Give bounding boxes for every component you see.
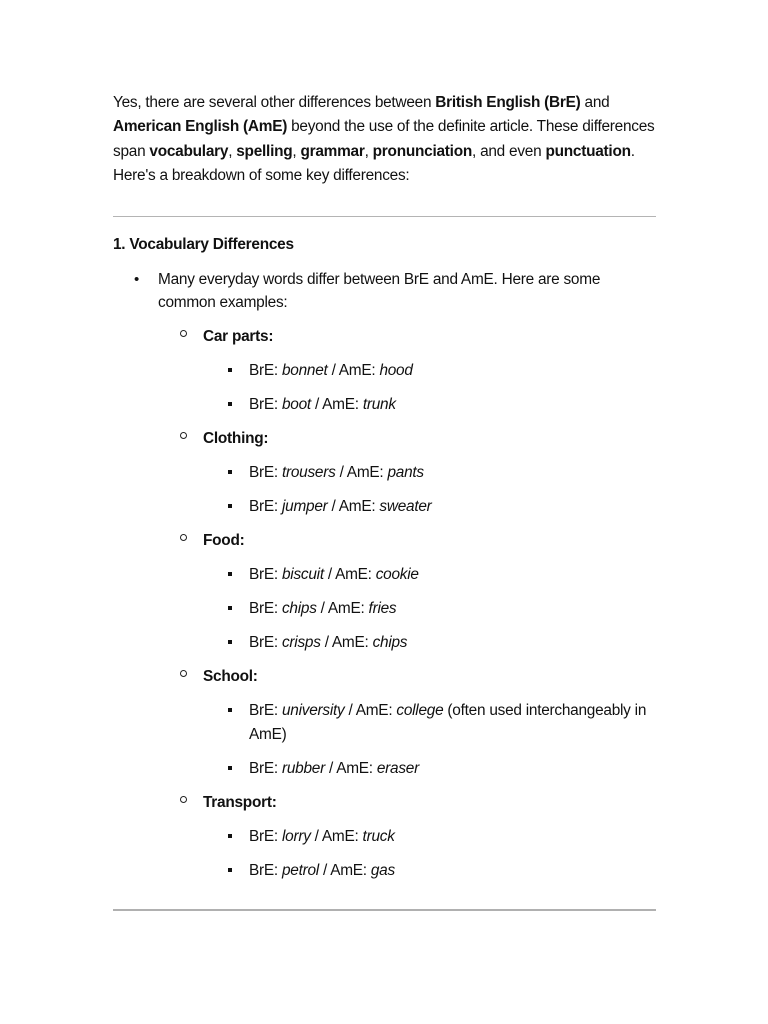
intro-term-american-english: American English (AmE) bbox=[113, 118, 288, 136]
category-item bbox=[158, 427, 656, 519]
example-item bbox=[203, 563, 656, 587]
example-list bbox=[203, 563, 656, 655]
ame-term: trunk bbox=[362, 396, 396, 414]
bre-label: BrE: bbox=[249, 759, 282, 777]
bre-label: BrE: bbox=[249, 362, 282, 380]
section-heading: 1. Vocabulary Differences bbox=[113, 235, 294, 253]
bre-term: jumper bbox=[281, 498, 328, 516]
example-item bbox=[203, 359, 656, 383]
bullet-icon: • bbox=[134, 270, 140, 288]
square-bullet-icon bbox=[228, 572, 232, 576]
intro-text: , bbox=[228, 142, 237, 160]
intro-text: beyond the use of the definite article. These differences span bbox=[113, 118, 655, 160]
bre-label: BrE: bbox=[249, 702, 282, 720]
example-list bbox=[203, 359, 656, 417]
bre-label: BrE: bbox=[249, 634, 282, 652]
ame-term: eraser bbox=[376, 759, 419, 777]
example-item bbox=[203, 495, 656, 519]
example-list bbox=[203, 825, 656, 883]
ame-label: / AmE: bbox=[327, 362, 380, 380]
usage-note: (often used interchangeably in AmE) bbox=[249, 702, 647, 743]
ame-term: sweater bbox=[379, 498, 432, 516]
bre-label: BrE: bbox=[249, 827, 282, 845]
category-item bbox=[158, 791, 656, 883]
example-item bbox=[203, 461, 656, 485]
intro-text: Yes, there are several other differences between bbox=[113, 94, 436, 111]
hollow-circle-bullet-icon bbox=[180, 670, 187, 677]
example-item bbox=[203, 597, 656, 621]
square-bullet-icon bbox=[228, 640, 232, 644]
category-title: School: bbox=[203, 668, 258, 686]
vocabulary-list bbox=[113, 268, 656, 883]
intro-text: and bbox=[580, 94, 610, 111]
example-item bbox=[203, 393, 656, 417]
square-bullet-icon bbox=[228, 368, 232, 372]
bre-term: biscuit bbox=[281, 566, 324, 584]
bre-label: BrE: bbox=[249, 861, 282, 879]
intro-term-british-english: British English (BrE) bbox=[435, 94, 581, 111]
horizontal-divider bbox=[113, 909, 656, 911]
ame-label: / AmE: bbox=[310, 396, 363, 414]
list-item bbox=[113, 268, 656, 883]
bre-label: BrE: bbox=[249, 498, 282, 516]
intro-term-pronunciation: pronunciation bbox=[372, 142, 473, 160]
intro-text: , and even bbox=[472, 142, 546, 160]
example-list bbox=[203, 461, 656, 519]
example-item bbox=[203, 757, 656, 781]
ame-label: / AmE: bbox=[310, 827, 363, 845]
intro-text: . Here's a breakdown of some key differences: bbox=[113, 142, 635, 185]
bre-term: bonnet bbox=[281, 362, 328, 380]
hollow-circle-bullet-icon bbox=[180, 432, 187, 439]
square-bullet-icon bbox=[228, 470, 232, 474]
square-bullet-icon bbox=[228, 402, 232, 406]
summary-text: Many everyday words differ between BrE and AmE. Here are some common examples: bbox=[158, 270, 601, 312]
document-page bbox=[113, 91, 656, 911]
ame-term: truck bbox=[362, 827, 395, 845]
bre-label: BrE: bbox=[249, 464, 282, 482]
example-item bbox=[203, 825, 656, 849]
intro-text: , bbox=[292, 142, 301, 160]
example-list bbox=[203, 699, 656, 780]
example-item bbox=[203, 699, 656, 746]
ame-label: / AmE: bbox=[327, 498, 380, 516]
ame-label: / AmE: bbox=[318, 861, 371, 879]
category-item bbox=[158, 665, 656, 780]
ame-term: college bbox=[396, 702, 444, 720]
example-item bbox=[203, 859, 656, 883]
bre-term: boot bbox=[281, 396, 311, 414]
intro-paragraph bbox=[113, 91, 656, 189]
example-item bbox=[203, 631, 656, 655]
intro-term-punctuation: punctuation bbox=[545, 142, 631, 160]
intro-term-spelling: spelling bbox=[236, 142, 293, 160]
ame-term: gas bbox=[370, 861, 395, 879]
horizontal-divider bbox=[113, 216, 656, 217]
category-title: Transport: bbox=[203, 793, 277, 811]
intro-text: , bbox=[364, 142, 373, 160]
intro-term-vocabulary: vocabulary bbox=[149, 142, 229, 160]
ame-label: / AmE: bbox=[320, 634, 373, 652]
bre-label: BrE: bbox=[249, 600, 282, 618]
ame-term: chips bbox=[372, 634, 408, 652]
ame-term: cookie bbox=[375, 566, 419, 584]
category-title: Clothing: bbox=[203, 430, 269, 448]
bre-term: petrol bbox=[281, 861, 319, 879]
intro-term-grammar: grammar bbox=[300, 142, 365, 160]
category-title: Food: bbox=[203, 532, 245, 550]
category-item bbox=[158, 325, 656, 417]
bre-term: chips bbox=[281, 600, 317, 618]
hollow-circle-bullet-icon bbox=[180, 796, 187, 803]
square-bullet-icon bbox=[228, 834, 232, 838]
square-bullet-icon bbox=[228, 868, 232, 872]
square-bullet-icon bbox=[228, 766, 232, 770]
ame-term: fries bbox=[368, 600, 397, 618]
ame-label: / AmE: bbox=[323, 566, 376, 584]
bre-term: rubber bbox=[281, 759, 325, 777]
square-bullet-icon bbox=[228, 708, 232, 712]
bre-label: BrE: bbox=[249, 566, 282, 584]
bre-term: university bbox=[281, 702, 345, 720]
ame-label: / AmE: bbox=[335, 464, 388, 482]
bre-label: BrE: bbox=[249, 396, 282, 414]
category-list bbox=[158, 325, 656, 882]
hollow-circle-bullet-icon bbox=[180, 534, 187, 541]
ame-term: hood bbox=[379, 362, 413, 380]
square-bullet-icon bbox=[228, 606, 232, 610]
bre-term: lorry bbox=[281, 827, 311, 845]
ame-term: pants bbox=[387, 464, 424, 482]
ame-label: / AmE: bbox=[316, 600, 369, 618]
bre-term: crisps bbox=[281, 634, 321, 652]
hollow-circle-bullet-icon bbox=[180, 330, 187, 337]
ame-label: / AmE: bbox=[324, 759, 377, 777]
square-bullet-icon bbox=[228, 504, 232, 508]
category-title: Car parts: bbox=[203, 328, 274, 346]
bre-term: trousers bbox=[281, 464, 336, 482]
ame-label: / AmE: bbox=[344, 702, 397, 720]
category-item bbox=[158, 529, 656, 655]
